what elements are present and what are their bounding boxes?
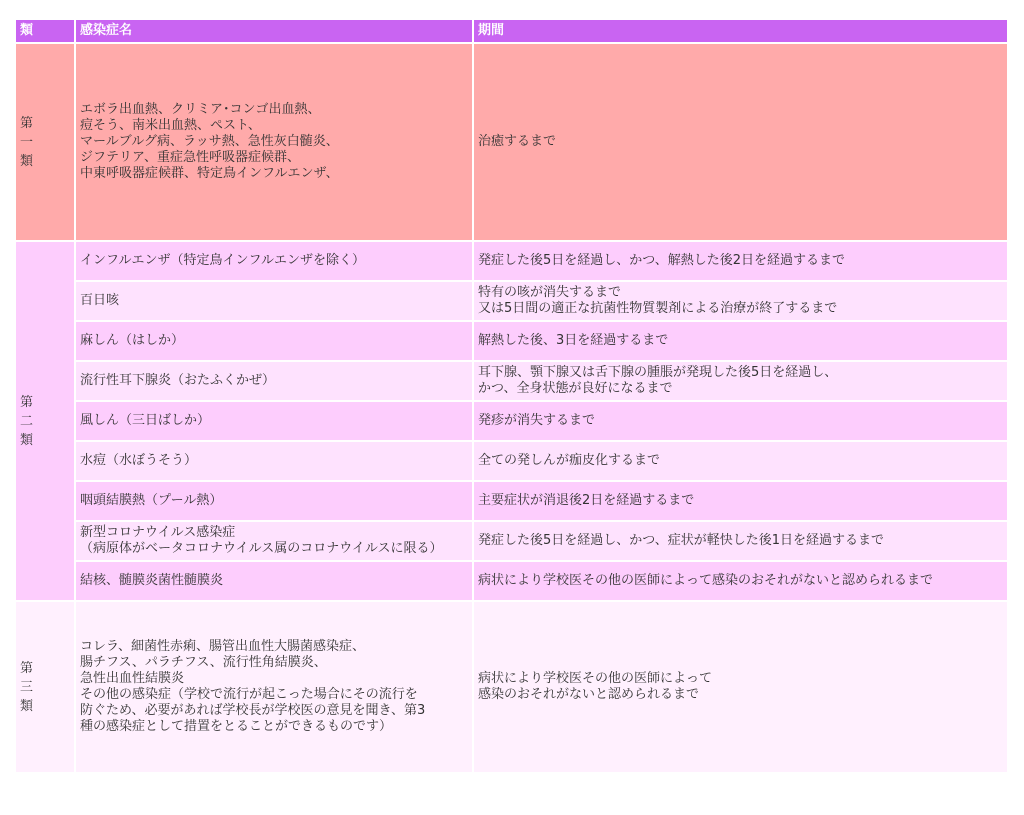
disease-name-cell: 流行性耳下腺炎（おたふくかぜ）: [75, 361, 473, 401]
table-row: [15, 481, 1008, 521]
disease-name-cell: 風しん（三日ばしか）: [75, 401, 473, 441]
header-disease-name: 感染症名: [75, 19, 473, 43]
header-period: 期間: [473, 19, 1008, 43]
disease-name-cell: 新型コロナウイルス感染症 （病原体がベータコロナウイルス属のコロナウイルスに限る）: [75, 521, 473, 561]
disease-name-cell: 水痘（水ぼうそう）: [75, 441, 473, 481]
class1-row: [15, 43, 1008, 241]
class3-disease-names: コレラ、細菌性赤痢、腸管出血性大腸菌感染症、 腸チフス、パラチフス、流行性角結膜炎、 急性出血性結膜炎 その他の感染症（学校で流行が起こった場合にその流行を 防ぐため、必要があれば学校長が学校医の意見を聞き、第3 種の感染症として措置をとることができるものです）: [75, 601, 473, 773]
period-cell: 病状により学校医その他の医師によって感染のおそれがないと認められるまで: [473, 561, 1008, 601]
class3-row: [15, 601, 1008, 773]
disease-name-cell: 百日咳: [75, 281, 473, 321]
table-row: [15, 321, 1008, 361]
period-cell: 特有の咳が消失するまで 又は5日間の適正な抗菌性物質製剤による治療が終了するまで: [473, 281, 1008, 321]
class3-period: 病状により学校医その他の医師によって 感染のおそれがないと認められるまで: [473, 601, 1008, 773]
period-cell: 発疹が消失するまで: [473, 401, 1008, 441]
table-header-row: [15, 19, 1008, 43]
disease-name-cell: 結核、髄膜炎菌性髄膜炎: [75, 561, 473, 601]
class1-disease-names: エボラ出血熱、クリミア･コンゴ出血熱、 痘そう、南米出血熱、ペスト、 マールブルグ病、ラッサ熱、急性灰白髄炎、 ジフテリア、重症急性呼吸器症候群、 中東呼吸器症候群、特定鳥インフルエンザ、: [75, 43, 473, 241]
class1-category-label: 第 一 類: [20, 115, 34, 169]
period-cell: 解熱した後、3日を経過するまで: [473, 321, 1008, 361]
class2-category-cell: [15, 241, 75, 601]
table-row: [15, 521, 1008, 561]
infectious-disease-table: [14, 18, 1009, 774]
class1-category-cell: [15, 43, 75, 241]
class3-category-label: 第 三 類: [20, 660, 34, 714]
period-cell: 耳下腺、顎下腺又は舌下腺の腫脹が発現した後5日を経過し、 かつ、全身状態が良好になるまで: [473, 361, 1008, 401]
period-cell: 主要症状が消退後2日を経過するまで: [473, 481, 1008, 521]
period-cell: 全ての発しんが痂皮化するまで: [473, 441, 1008, 481]
table-row: [15, 561, 1008, 601]
class1-period: 治癒するまで: [473, 43, 1008, 241]
table-row: [15, 441, 1008, 481]
header-category: 類: [15, 19, 75, 43]
class2-category-label: 第 二 類: [20, 394, 34, 448]
period-cell: 発症した後5日を経過し、かつ、症状が軽快した後1日を経過するまで: [473, 521, 1008, 561]
table-row: [15, 401, 1008, 441]
table-row: [15, 281, 1008, 321]
disease-name-cell: 咽頭結膜熱（プール熱）: [75, 481, 473, 521]
period-cell: 発症した後5日を経過し、かつ、解熱した後2日を経過するまで: [473, 241, 1008, 281]
disease-name-cell: インフルエンザ（特定鳥インフルエンザを除く）: [75, 241, 473, 281]
table-row: [15, 361, 1008, 401]
table-row: [15, 241, 1008, 281]
class3-category-cell: [15, 601, 75, 773]
disease-name-cell: 麻しん（はしか）: [75, 321, 473, 361]
